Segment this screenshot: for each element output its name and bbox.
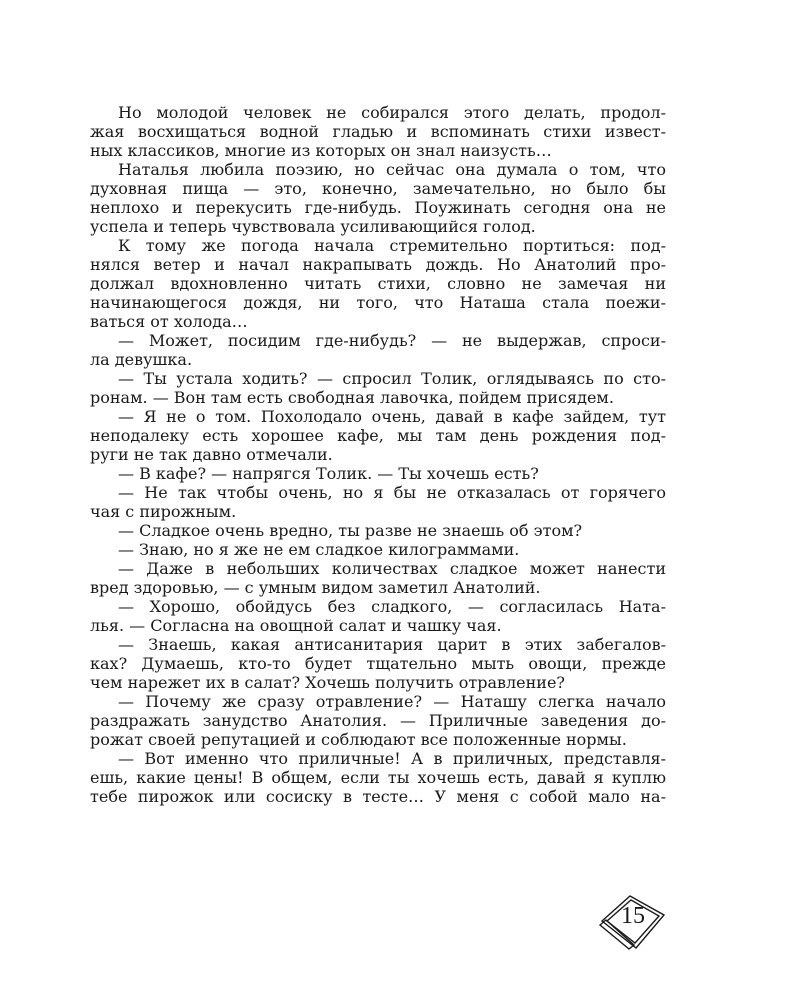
text-line: — Не так чтобы очень, но я бы не отказалась от горячего — [118, 483, 666, 502]
text-line: нялся ветер и начал накрапывать дождь. Но Анатолий про- — [90, 255, 666, 274]
text-line: Наталья любила поэзию, но сейчас она думала о том, что — [118, 160, 666, 179]
text-line: — Сладкое очень вредно, ты разве не знаешь об этом? — [118, 521, 583, 540]
text-line: — Может, посидим где-нибудь? — не выдержав, спроси- — [118, 331, 666, 350]
text-line: лья. — Согласна на овощной салат и чашку чая. — [90, 616, 502, 635]
text-line: чая с пирожным. — [90, 502, 237, 521]
text-line: чем нарежет их в салат? Хочешь получить отравление? — [90, 673, 565, 692]
text-line: — Знаю, но я же не ем сладкое килограммами. — [118, 540, 520, 559]
text-line: ных классиков, многие из которых он знал наизусть… — [90, 141, 552, 160]
text-line: ках? Думаешь, кто-то будет тщательно мыть овощи, прежде — [90, 654, 666, 673]
text-line: духовная пища — это, конечно, замечательно, но было бы — [90, 179, 666, 198]
text-line: должал вдохновленно читать стихи, словно не замечая ни — [90, 274, 666, 293]
page-number: 15 — [621, 903, 645, 929]
text-line: успела и теперь чувствовала усиливающийся голод. — [90, 217, 536, 236]
text-line: ронам. — Вон там есть свободная лавочка, пойдем присядем. — [90, 388, 614, 407]
text-line: — Почему же сразу отравление? — Наташу слегка начало — [118, 692, 666, 711]
text-line: рожат своей репутацией и соблюдают все положенные нормы. — [90, 730, 627, 749]
text-line: — Ты устала ходить? — спросил Толик, оглядываясь по сто- — [118, 369, 666, 388]
text-line: тебе пирожок или сосиску в тесте… У меня с собой мало на- — [90, 787, 666, 806]
text-line: неподалеку есть хорошее кафе, мы там день рождения под- — [90, 426, 666, 445]
text-line: — Хорошо, обойдусь без сладкого, — согласилась Ната- — [118, 597, 666, 616]
page-text-block — [90, 103, 666, 806]
text-line: — Даже в небольших количествах сладкое может нанести — [118, 559, 666, 578]
text-line: руги не так давно отмечали. — [90, 445, 333, 464]
text-line: раздражать занудство Анатолия. — Приличные заведения до- — [90, 711, 666, 730]
text-line: — Вот именно что приличные! А в приличных, представля- — [118, 749, 666, 768]
text-line: ешь, какие цены! В общем, если ты хочешь есть, давай я куплю — [90, 768, 666, 787]
text-line: ваться от холода… — [90, 312, 248, 331]
text-line: начинающегося дождя, ни того, что Наташа стала поежи- — [90, 293, 666, 312]
text-line: вред здоровью, — с умным видом заметил Анатолий. — [90, 578, 541, 597]
text-line: — Знаешь, какая антисанитария царит в этих забегалов- — [118, 635, 666, 654]
text-line: — В кафе? — напрягся Толик. — Ты хочешь есть? — [118, 464, 539, 483]
text-line: Но молодой человек не собирался этого делать, продол- — [118, 103, 666, 122]
text-line: жая восхищаться водной гладью и вспоминать стихи извест- — [90, 122, 666, 141]
text-line: — Я не о том. Похолодало очень, давай в кафе зайдем, тут — [118, 407, 666, 426]
text-line: ла девушка. — [90, 350, 193, 369]
page-number-ornament — [598, 893, 668, 951]
text-line: К тому же погода начала стремительно портиться: под- — [118, 236, 666, 255]
text-line: неплохо и перекусить где-нибудь. Поужинать сегодня она не — [90, 198, 666, 217]
